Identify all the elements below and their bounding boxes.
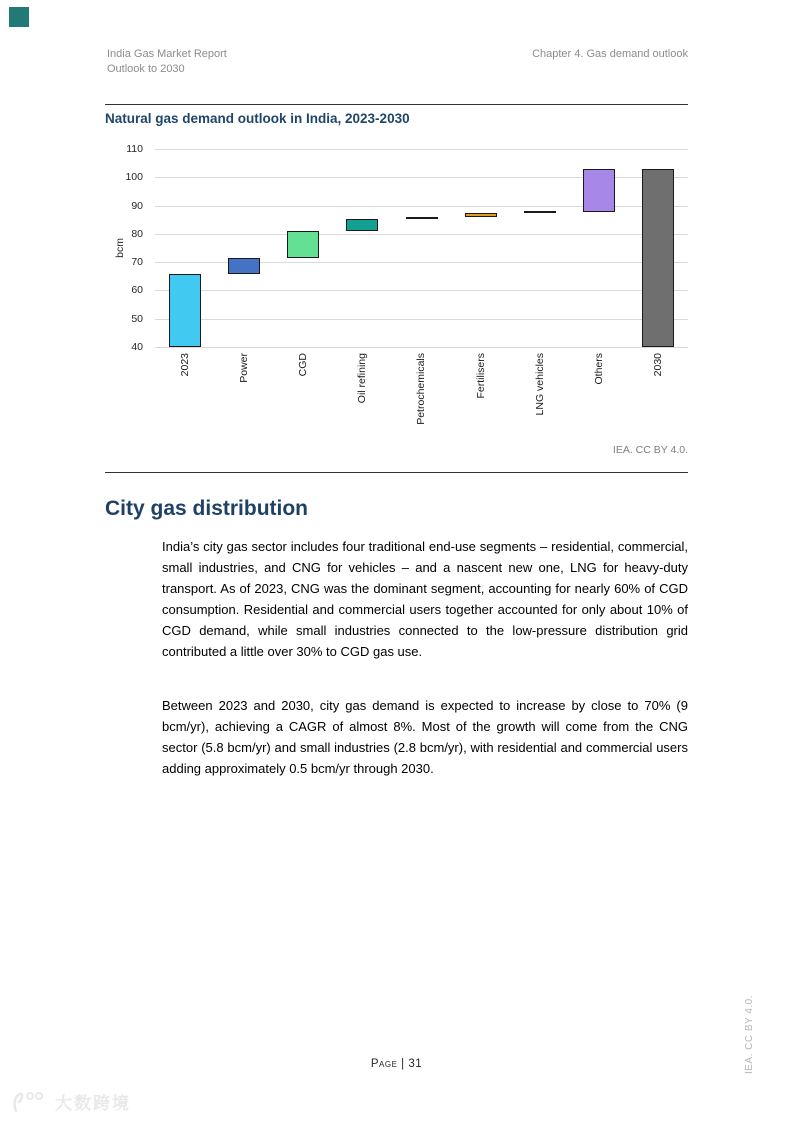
divider-top [105, 104, 688, 105]
plot-area [155, 149, 688, 347]
x-tick-label: Oil refining [356, 353, 369, 404]
x-tick-label: 2030 [652, 353, 665, 377]
bar-cgd [287, 231, 319, 258]
y-tick-label: 70 [131, 256, 143, 269]
y-axis-labels [105, 143, 149, 353]
brand-corner-mark [9, 7, 29, 27]
watermark [8, 1089, 131, 1114]
chart-source: IEA. CC BY 4.0. [612, 444, 688, 456]
x-tick-label: Petrochemicals [415, 353, 428, 425]
header-report-title: India Gas Market Report [107, 48, 227, 60]
bar-others [583, 169, 615, 211]
header-report-subtitle: Outlook to 2030 [107, 63, 185, 75]
x-tick-label: Fertilisers [474, 353, 487, 399]
gridline [155, 347, 688, 348]
gridline [155, 290, 688, 291]
x-tick-label: LNG vehicles [533, 353, 546, 416]
bar-fertilisers [465, 213, 497, 217]
y-axis-title-wrap [114, 149, 126, 347]
section-heading: City gas distribution [105, 497, 309, 520]
x-tick-slot [392, 353, 451, 443]
gridline [155, 319, 688, 320]
y-tick-label: 40 [131, 341, 143, 353]
y-axis-title: bcm [114, 238, 126, 258]
x-tick-slot [510, 353, 569, 443]
watermark-text: 大数跨境 [55, 1094, 131, 1113]
license-side-note: IEA. CC BY 4.0. [744, 995, 755, 1075]
divider-bottom [105, 472, 688, 473]
header-left [107, 47, 227, 77]
bar-2030 [642, 169, 674, 347]
gridline [155, 149, 688, 150]
x-tick-label: Others [593, 353, 606, 385]
x-tick-label: 2023 [178, 353, 191, 377]
page-number: Page | 31 [370, 1058, 423, 1070]
x-axis-labels [155, 353, 688, 443]
x-tick-slot [333, 353, 392, 443]
y-tick-label: 90 [131, 199, 143, 212]
x-tick-slot [570, 353, 629, 443]
x-tick-slot [629, 353, 688, 443]
x-tick-label: Power [237, 353, 250, 383]
gridline [155, 234, 688, 235]
chart-title: Natural gas demand outlook in India, 2023-2030 [105, 111, 410, 126]
x-tick-slot [451, 353, 510, 443]
x-tick-slot [214, 353, 273, 443]
y-tick-label: 50 [131, 312, 143, 325]
bar-lng-vehicles [524, 211, 556, 213]
y-tick-label: 60 [131, 284, 143, 297]
watermark-logo-icon [8, 1090, 50, 1114]
y-tick-label: 100 [125, 171, 143, 184]
bar-petrochemicals [406, 217, 438, 220]
header-chapter: Chapter 4. Gas demand outlook [532, 48, 688, 60]
y-tick-label: 110 [126, 143, 143, 155]
x-tick-slot [273, 353, 332, 443]
y-tick-label: 80 [131, 227, 143, 240]
body-paragraph-1: India’s city gas sector includes four traditional end-use segments – residential, commercial, small industries, and CNG for vehicles – and a nascent new one, LNG for heavy-duty transport. As of 2023, CNG was the dominant segment, accounting for nearly 60% of CGD consumption. Residential and commercial users together accounted for only about 10% of CGD demand, while small industries connected to the low-pressure distribution grid contributed a little over 30% to CGD gas use. [162, 539, 688, 659]
bar-2023 [169, 274, 201, 347]
bar-power [228, 258, 260, 274]
x-tick-label: CGD [297, 353, 310, 377]
bar-oil-refining [346, 219, 378, 230]
body-paragraph-2: Between 2023 and 2030, city gas demand is expected to increase by close to 70% (9 bcm/yr), achieving a CAGR of almost 8%. Most of the growth will come from the CNG sector (5.8 bcm/yr) and small industries (2.8 bcm/yr), with residential and commercial users adding approximately 0.5 bcm/yr through 2030. [162, 698, 688, 776]
x-tick-slot [155, 353, 214, 443]
